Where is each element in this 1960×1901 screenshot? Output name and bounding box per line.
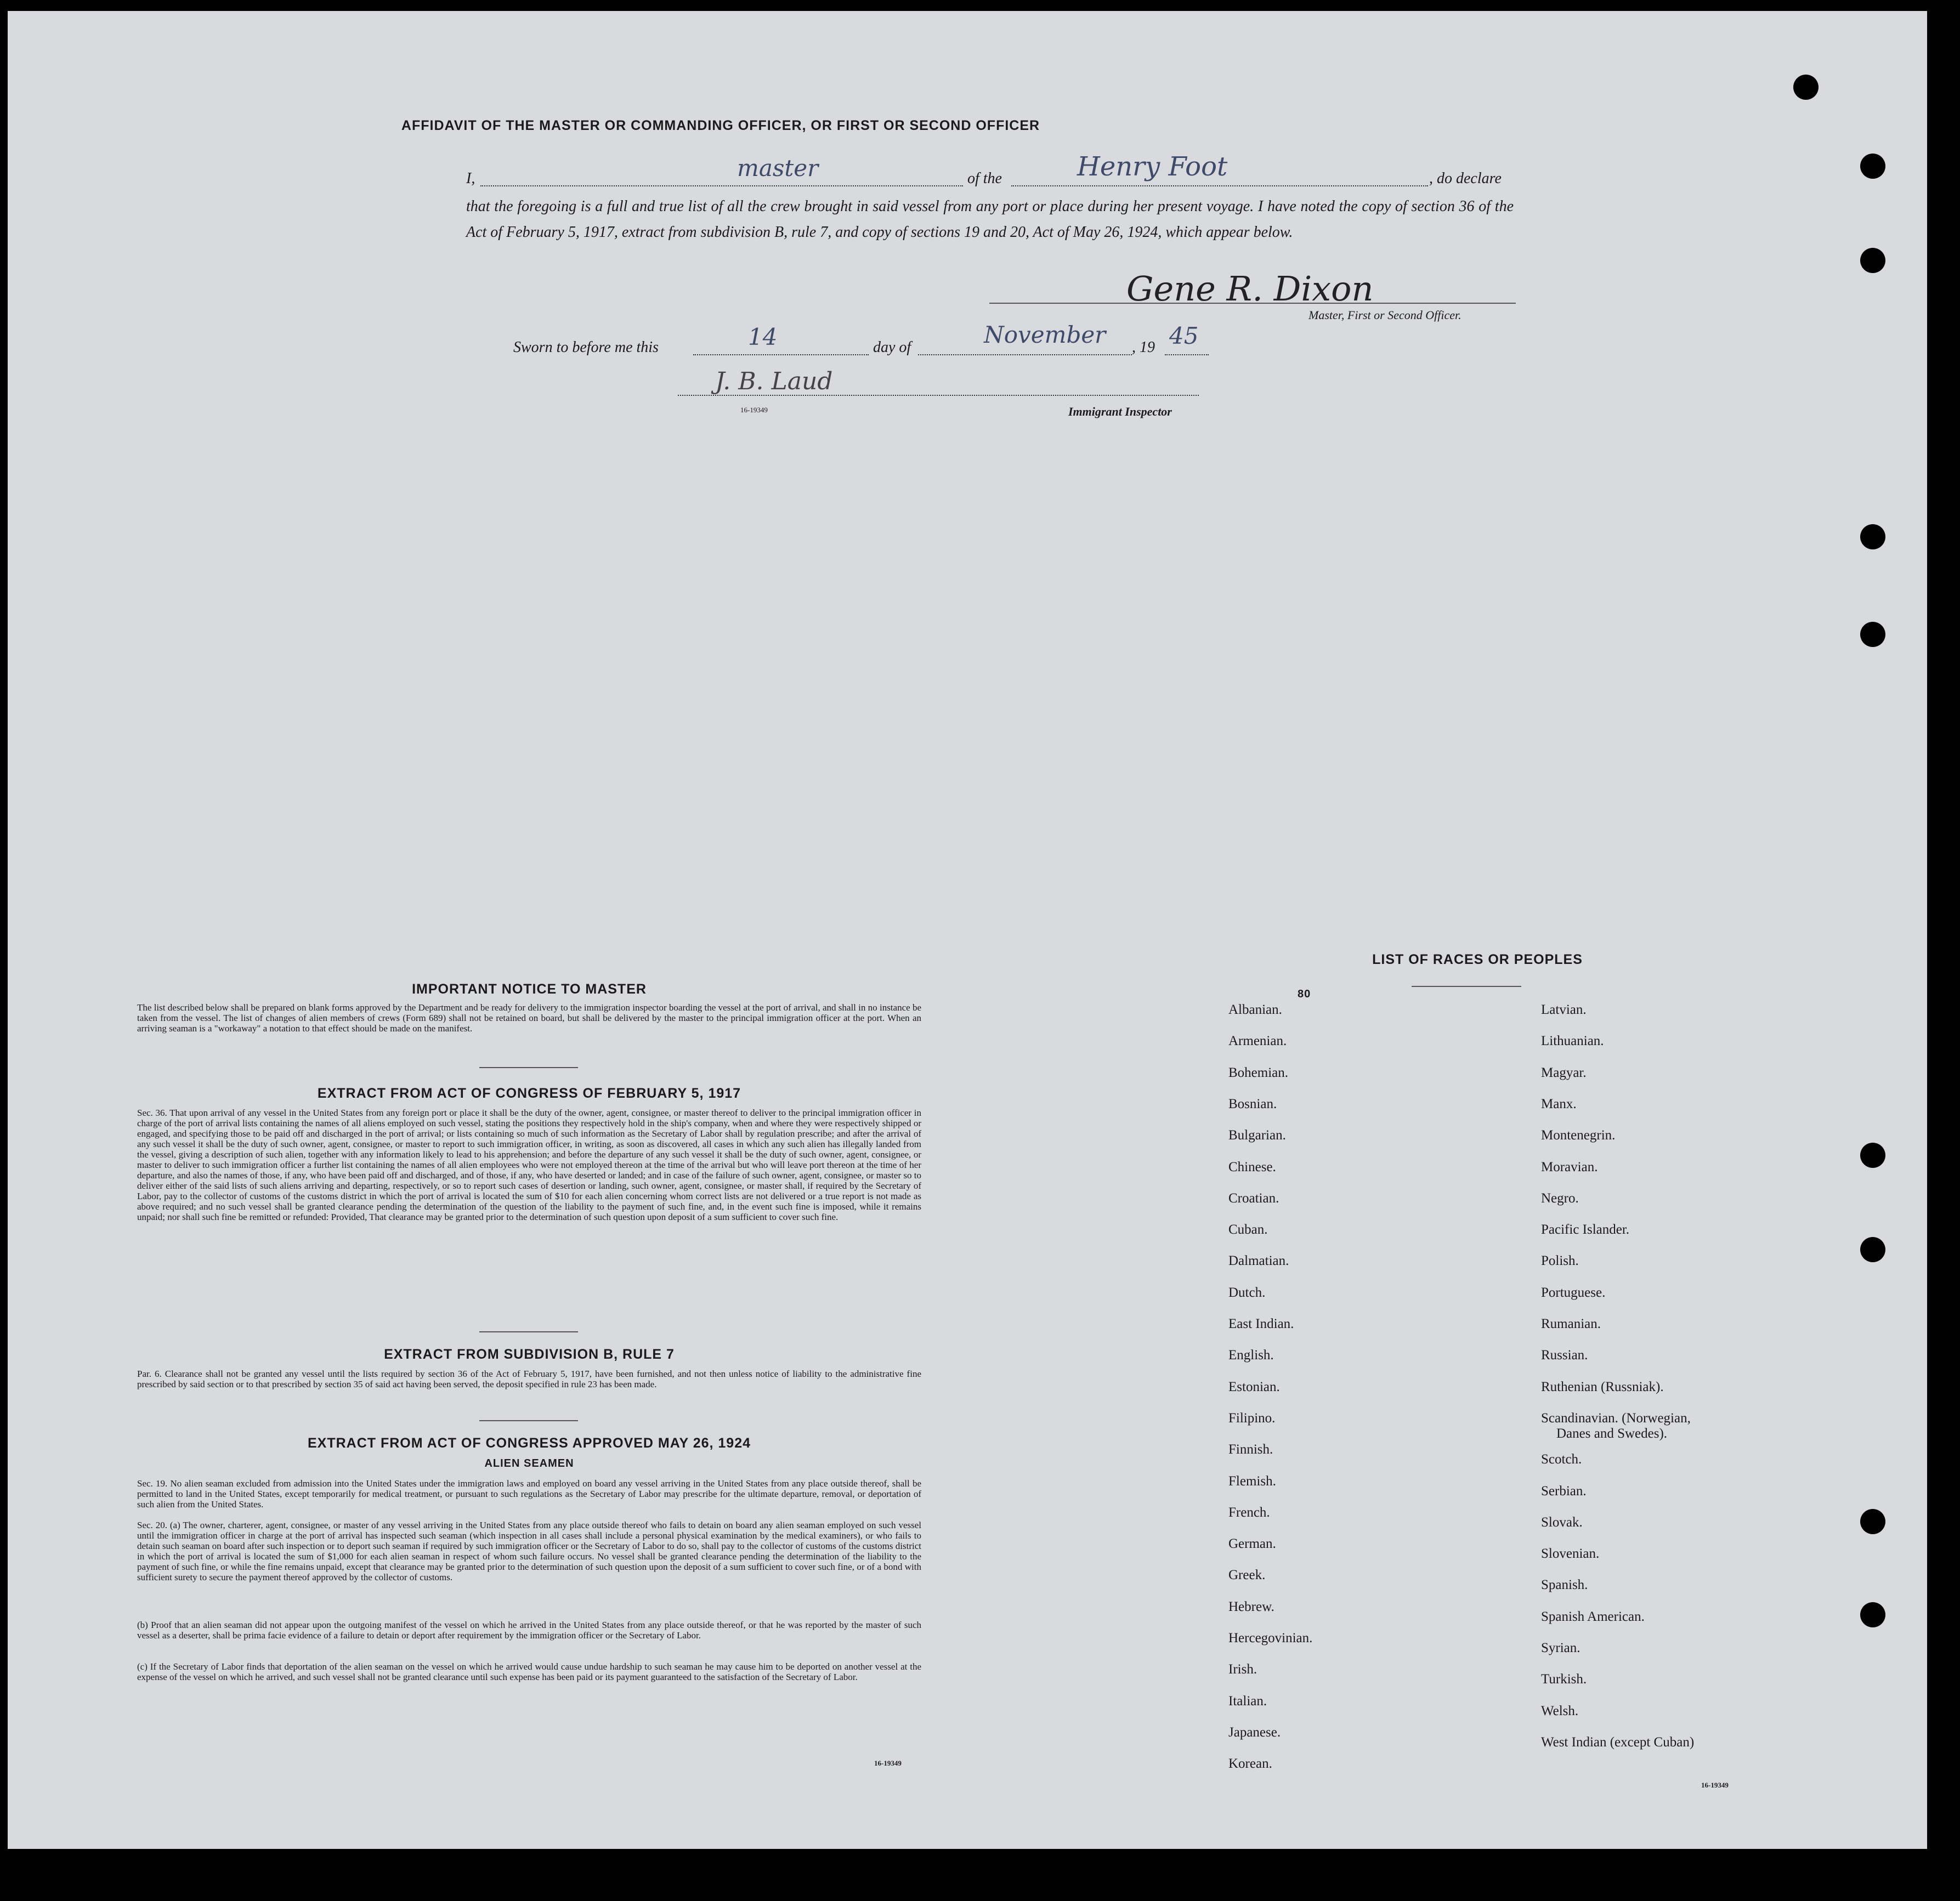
affidavit-title: AFFIDAVIT OF THE MASTER OR COMMANDING OFFICER, OR FIRST OR SECOND OFFICER [401, 118, 1040, 133]
races-divider [1412, 986, 1521, 987]
sec-20a-text: Sec. 20. (a) The owner, charterer, agent, consignee, or master of any vessel arriving in the United States from any place outside thereof who fails to detain on board any alien seaman employed on such vessel until the immigration officer in charge at the port of arrival has inspected such seaman (which inspection in all cases shall include a personal physical examination by the medical examiners), or who fails to detain such seaman on board after such inspection or to deport such seaman if required by such immigration officer or the Secretary of Labor to do so, shall pay to the collector of customs of the customs district in which the port of arrival is located the sum of $1,000 for each alien seaman in respect of whom such failure occurs. No vessel shall be granted clearance pending the determination of the liability to the payment of such fine, or while the fine remains unpaid, except that clearance may be granted prior to the determination of such question upon the deposit of a sum sufficient to cover such fine, or of a bond with sufficient surety to secure the payment thereof approved by the collector of customs. [137, 1520, 921, 1582]
race-item: Danes and Swedes). [1556, 1426, 1668, 1441]
race-item: Polish. [1541, 1253, 1579, 1269]
race-item: Flemish. [1228, 1473, 1276, 1489]
punch-hole [1860, 1237, 1885, 1262]
divider-3 [479, 1420, 578, 1421]
punch-hole [1793, 75, 1819, 100]
year-prefix: , 19 [1132, 339, 1155, 356]
document-sheet [8, 11, 1927, 1849]
stray-mark: 80 [1298, 988, 1311, 1000]
race-item: Bulgarian. [1228, 1128, 1286, 1143]
sworn-label: Sworn to before me this [513, 339, 659, 356]
race-item: Pacific Islander. [1541, 1222, 1630, 1238]
race-item: Russian. [1541, 1348, 1588, 1363]
race-item: Turkish. [1541, 1672, 1587, 1687]
punch-hole [1860, 524, 1885, 549]
race-item: Portuguese. [1541, 1285, 1606, 1300]
filled-rank: master [737, 155, 819, 181]
race-item: Albanian. [1228, 1002, 1282, 1017]
race-item: Spanish American. [1541, 1609, 1645, 1624]
race-item: Irish. [1228, 1662, 1257, 1677]
extract-1917-title: EXTRACT FROM ACT OF CONGRESS OF FEBRUARY 5, 1917 [317, 1086, 741, 1101]
year-line [1165, 354, 1209, 355]
race-item: Estonian. [1228, 1379, 1280, 1394]
extract-1917-text: Sec. 36. That upon arrival of any vessel in the United States from any foreign port or place it shall be the duty of the owner, agent, consignee, or master thereof to deliver to the principal immigration officer in charge of the port of arrival lists containing the names of all aliens employed on such vessel, stating the positions they respectively hold in the ship's company, when and where they were respectively shipped or engaged, and specifying those to be paid off and discharged in the port of arrival; or lists containing so much of such information as the Secretary of Labor shall by regulation prescribe; and after the arrival of any such vessel it shall be the duty of such owner, agent, consignee, or master to report to such immigration officer, in writing, as soon as discovered, all cases in which any such alien has illegally landed from the vessel, giving a description of such alien, together with any information likely to lead to his apprehension; and before the departure of any such vessel it shall be the duty of such owner, agent, consignee, or master to deliver to such immigration officer a further list containing the names of all alien employees who were not employed thereon at the time of the arrival but who will leave port thereon at the time of her departure, and also the names of those, if any, who have been paid off and discharged, and of those, if any, who have deserted or landed; and in case of the failure of such owner, agent, consignee, or master so to deliver either of the said lists of such aliens arriving and departing, respectively, or so to report such cases of desertion or landing, such owner, agent, consignee, or master shall, if required by the Secretary of Labor, pay to the collector of customs of the customs district in which the port of arrival is located the sum of $10 for each alien concerning whom correct lists are not delivered or a true report is not made as above required; and no such vessel shall be granted clearance pending the determination of the question of the liability to the payment of such fine, and, in the event such fine is imposed, while it remains unpaid; nor shall such fine be remitted or refunded: Provided, That clearance may be granted prior to the determination of such question upon deposit of a sum sufficient to cover such fine. [137, 1108, 921, 1222]
punch-hole [1860, 1602, 1885, 1627]
race-item: Bosnian. [1228, 1096, 1277, 1111]
notice-title: IMPORTANT NOTICE TO MASTER [412, 981, 647, 997]
sec-20c-text: (c) If the Secretary of Labor finds that deportation of the alien seaman on the vessel on which he arrived would cause undue hardship to such seaman he may cause him to be deported on another vessel at the expense of the vessel on which he arrived, and such vessel shall not be granted clearance until such expense has been paid or its payment guaranteed to the satisfaction of the Secretary of Labor. [137, 1661, 921, 1682]
race-item: Bohemian. [1228, 1065, 1289, 1080]
month-line [918, 354, 1132, 355]
race-item: Montenegrin. [1541, 1128, 1616, 1143]
punch-hole [1860, 154, 1885, 179]
race-item: Hebrew. [1228, 1599, 1274, 1614]
race-item: Ruthenian (Russniak). [1541, 1379, 1664, 1394]
race-item: Magyar. [1541, 1065, 1587, 1080]
races-title: LIST OF RACES OR PEOPLES [1372, 952, 1583, 967]
race-item: Slovenian. [1541, 1546, 1600, 1562]
race-item: Greek. [1228, 1568, 1266, 1583]
race-item: French. [1228, 1505, 1270, 1520]
inspector-caption: Immigrant Inspector [1068, 405, 1172, 418]
label-i: I, [466, 170, 475, 187]
sworn-day: 14 [748, 324, 778, 350]
divider-1 [479, 1067, 578, 1068]
race-item: Serbian. [1541, 1483, 1587, 1499]
year-suffix: 45 [1169, 322, 1199, 349]
race-item: Finnish. [1228, 1442, 1273, 1457]
race-item: Japanese. [1228, 1724, 1281, 1740]
race-item: Filipino. [1228, 1410, 1276, 1426]
punch-hole [1860, 248, 1885, 273]
race-item: Syrian. [1541, 1641, 1581, 1655]
race-item: Croatian. [1228, 1190, 1279, 1206]
race-item: Chinese. [1228, 1159, 1276, 1174]
punch-hole [1860, 1143, 1885, 1168]
label-of-the: of the [967, 170, 1002, 187]
extract-form-number: 16-19349 [874, 1759, 902, 1767]
inspector-signature: J. B. Laud [715, 367, 833, 395]
race-item: Scotch. [1541, 1452, 1582, 1467]
sworn-month: November [984, 321, 1106, 348]
sec-20b-text: (b) Proof that an alien seaman did not appear upon the outgoing manifest of the vessel on which he arrived in the United States from any place outside thereof, or that he was reported by the master of such vessel as a deserter, shall be prima facie evidence of a failure to detain or deport after requirement by the immigration officer or the Secretary of Labor. [137, 1620, 921, 1641]
extract-1924-title: EXTRACT FROM ACT OF CONGRESS APPROVED MAY 26, 1924 [307, 1435, 751, 1451]
divider-2 [479, 1331, 578, 1332]
vessel-line [1011, 185, 1428, 186]
day-line [693, 354, 869, 355]
race-item: Italian. [1228, 1693, 1267, 1709]
race-item: Dutch. [1228, 1285, 1266, 1300]
race-item: Welsh. [1541, 1703, 1579, 1718]
rank-line [480, 185, 963, 186]
race-item: Moravian. [1541, 1159, 1598, 1174]
race-item: West Indian (except Cuban) [1541, 1734, 1695, 1750]
races-form-number: 16-19349 [1701, 1781, 1729, 1789]
form-number-small: 16-19349 [740, 406, 768, 414]
race-item: Dalmatian. [1228, 1253, 1289, 1269]
race-item: Spanish. [1541, 1577, 1588, 1593]
master-caption: Master, First or Second Officer. [1308, 308, 1461, 322]
race-item: Armenian. [1228, 1034, 1287, 1049]
race-item: Korean. [1228, 1756, 1272, 1772]
race-item: Slovak. [1541, 1514, 1583, 1530]
race-item: Negro. [1541, 1190, 1579, 1206]
filled-vessel: Henry Foot [1077, 151, 1228, 182]
race-item: Latvian. [1541, 1002, 1587, 1017]
punch-hole [1860, 622, 1885, 647]
race-item: Hercegovinian. [1228, 1631, 1313, 1645]
race-item: German. [1228, 1536, 1276, 1552]
race-item: Lithuanian. [1541, 1034, 1604, 1049]
extract-rule7-title: EXTRACT FROM SUBDIVISION B, RULE 7 [384, 1347, 675, 1362]
master-signature: Gene R. Dixon [1126, 269, 1374, 309]
extract-rule7-text: Par. 6. Clearance shall not be granted any vessel until the lists required by section 36 of the Act of February 5, 1917, have been furnished, and not then unless notice of liability to the administrative fine prescribed by said section or to that prescribed by section 35 of said act having been served, the deposit specified in rule 23 has been made. [137, 1369, 921, 1389]
race-item: English. [1228, 1348, 1274, 1363]
race-item: Rumanian. [1541, 1316, 1601, 1331]
sec-19-text: Sec. 19. No alien seaman excluded from admission into the United States under the immigration laws and employed on board any vessel arriving in the United States from any place outside thereof, shall be permitted to land in the United States, except temporarily for medical treatment, or pursuant to such regulations as the Secretary of Labor may prescribe for the ultimate departure, removal, or deportation of such alien from the United States. [137, 1478, 921, 1510]
race-item: Cuban. [1228, 1222, 1268, 1238]
extract-1924-subtitle: ALIEN SEAMEN [484, 1457, 574, 1469]
notice-text: The list described below shall be prepared on blank forms approved by the Department and be ready for delivery to the immigration inspector boarding the vessel at the port of arrival, and shall in no instance be taken from the vessel. The list of changes of alien members of crews (Form 689) shall not be retained on board, but shall be delivered by the master to the principal immigration officer at the port. When an arriving seaman is a "workaway" a notation to that effect should be made on the manifest. [137, 1002, 921, 1034]
day-of-label: day of [873, 339, 911, 356]
label-do-declare: , do declare [1429, 170, 1502, 187]
race-item: East Indian. [1228, 1316, 1294, 1331]
punch-hole [1860, 1509, 1885, 1534]
race-item: Scandinavian. (Norwegian, [1541, 1410, 1691, 1426]
race-item: Manx. [1541, 1096, 1577, 1111]
affidavit-body: that the foregoing is a full and true list of all the crew brought in said vessel from any port or place during her present voyage. I have noted the copy of section 36 of the Act of February 5, 1917, extract from subdivision B, rule 7, and copy of sections 19 and 20, Act of May 26, 1924, which appear below. [466, 198, 1514, 241]
